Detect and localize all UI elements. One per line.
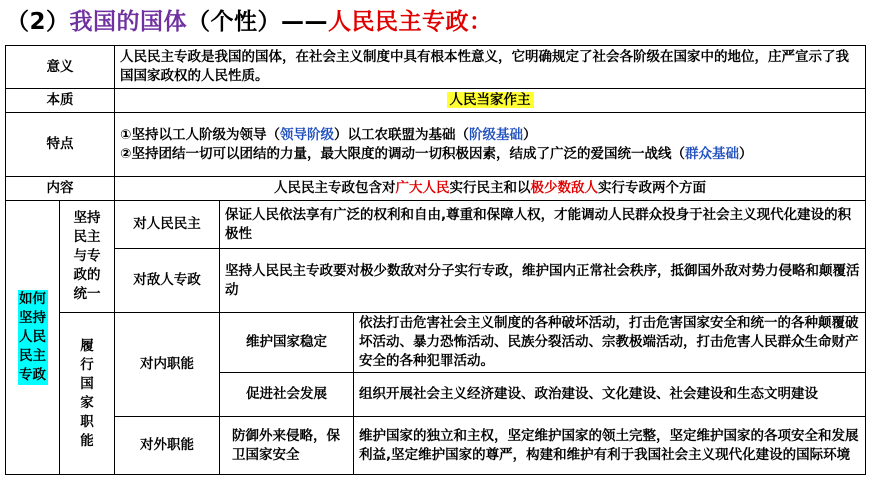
cell-features (115, 113, 866, 177)
label-promote-development: 促进社会发展 (220, 373, 354, 417)
feature-line-2: ②坚持团结一切可以团结的力量，最大限度的调动一切积极因素，结成了广泛的爱国统一战线（群众基础） (120, 145, 753, 162)
feature-leading-class: 领导阶级 (279, 126, 334, 143)
row-significance (6, 46, 866, 89)
title-prefix: （2） (6, 9, 70, 35)
content-few-enemies: 极少数敌人 (530, 180, 599, 196)
feature-line-1: ①坚持以工人阶级为领导（领导阶级）以工农联盟为基础（阶级基础） (120, 126, 537, 143)
title-main: 我国的国体 (69, 9, 188, 35)
title-highlight: 人民民主专政： (328, 9, 493, 35)
title-dash: —— (281, 9, 329, 35)
text-significance: 人民民主专政是我国的国体，在社会主义制度中具有根本性意义，它明确规定了社会各阶级在国家中的地位，庄严宣示了我国国家政权的人民性质。 (115, 46, 866, 89)
page-title (6, 4, 493, 40)
cell-content: 人民民主专政包含对广大人民实行民主和以极少数敌人实行专政两个方面 (115, 177, 866, 201)
row-external-functions (6, 417, 866, 474)
cell-how-to-uphold (6, 201, 60, 475)
title-paren: （个性） (187, 9, 282, 35)
label-significance: 意义 (6, 46, 115, 89)
row-content (6, 177, 866, 201)
label-internal-functions: 对内职能 (115, 313, 220, 417)
label-features: 特点 (6, 113, 115, 177)
text-essence: 人民当家作主 (447, 92, 534, 108)
feature-mass-basis: 群众基础 (684, 145, 739, 162)
text-defense: 维护国家的独立和主权，坚定维护国家的领土完整，坚定维护国家的各项安全和发展利益,坚定维护国家的尊严，构建和维护有利于我国社会主义现代化建设的国际环境 (354, 417, 866, 475)
text-dictatorship-enemies: 坚持人民民主专政要对极少数敌对分子实行专政，维护国内正常社会秩序，抵御国外敌对势力侵略和颠覆活动 (220, 249, 866, 313)
label-maintain-stability: 维护国家稳定 (220, 313, 354, 373)
label-democracy-people: 对人民民主 (115, 201, 220, 249)
label-how-to-uphold: 如何坚持人民民主专政 (19, 291, 46, 383)
label-external-functions: 对外职能 (115, 417, 220, 475)
row-democracy-people (6, 201, 866, 249)
label-unity: 坚持民主与专政的统一 (60, 201, 115, 313)
text-maintain-stability: 依法打击危害社会主义制度的各种破坏活动，打击危害国家安全和统一的各种颠覆破坏活动、暴力恐怖活动、民族分裂活动、宗教极端活动，打击危害人民群众生命财产安全的各种犯罪活动。 (354, 313, 866, 373)
row-dictatorship-enemies (6, 249, 866, 313)
feature-class-basis: 阶级基础 (468, 126, 523, 143)
row-features (6, 113, 866, 177)
content-broad-people: 广大人民 (395, 180, 450, 196)
text-democracy-people: 保证人民依法享有广泛的权利和自由,尊重和保障人权，才能调动人民群众投身于社会主义现代化建设的积极性 (220, 201, 866, 249)
cell-essence (115, 89, 866, 113)
state-system-table (5, 45, 866, 475)
label-dictatorship-enemies: 对敌人专政 (115, 249, 220, 313)
label-state-functions: 履行国家职能 (60, 313, 115, 475)
label-defense: 防御外来侵略，保卫国家安全 (220, 417, 354, 475)
row-maintain-stability (6, 313, 866, 373)
row-essence (6, 89, 866, 113)
label-content: 内容 (6, 177, 115, 201)
text-promote-development: 组织开展社会主义经济建设、政治建设、文化建设、社会建设和生态文明建设 (354, 373, 866, 417)
label-essence: 本质 (6, 89, 115, 113)
